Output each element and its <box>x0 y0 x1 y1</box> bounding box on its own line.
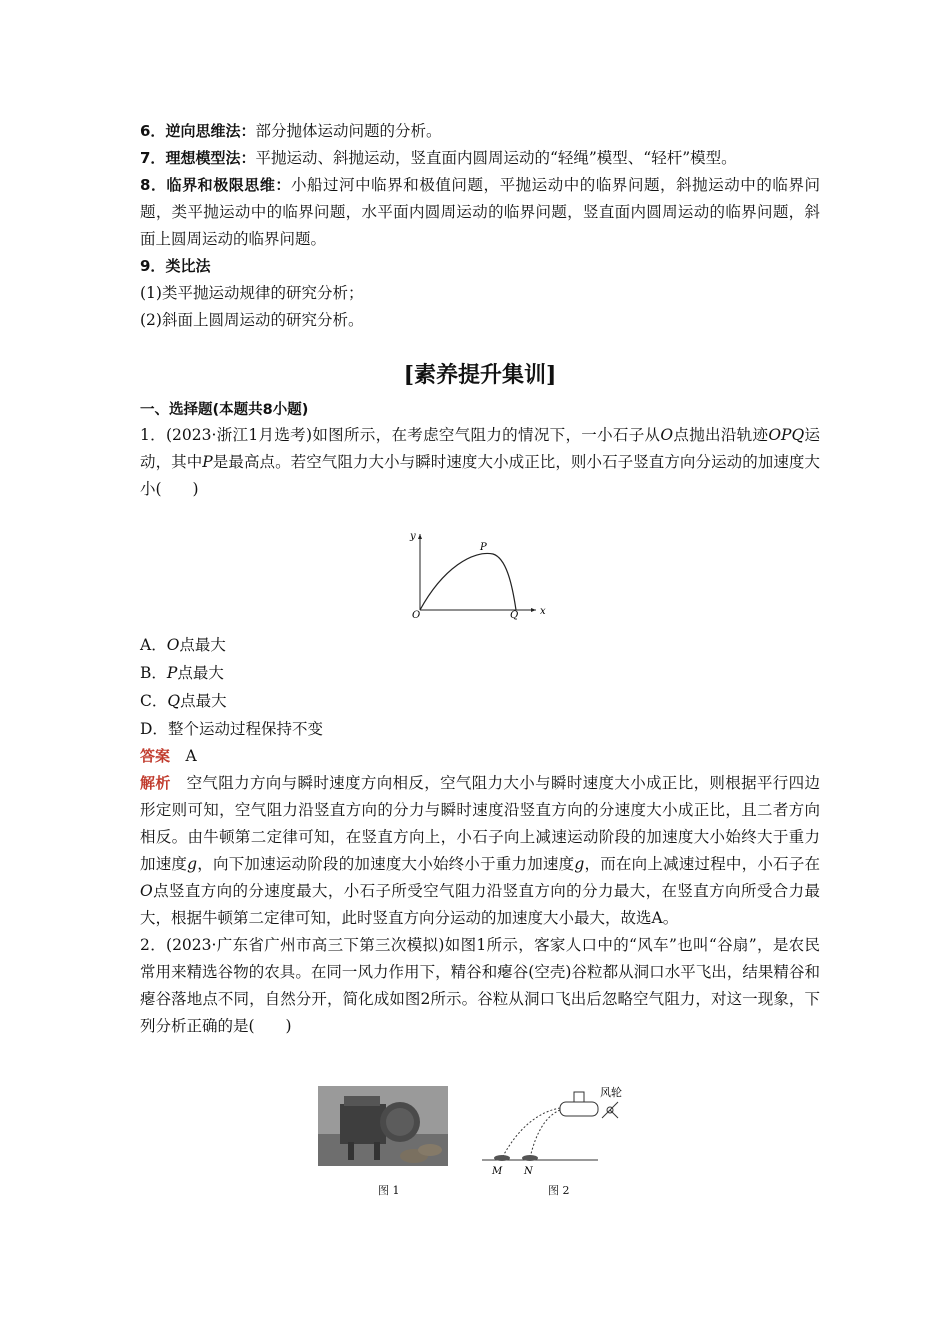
analysis-text-a: 空气阻力方向与瞬时速度方向相反，空气阻力大小与瞬时速度大小成正比，则根据平行四边形定则可知，空气阻力沿竖直方向的分力与瞬时速度沿竖直方向的分速度大小成正比，且二者方向相反。由牛顿第二定律可知，在竖直方向上，小石子向上减速运动阶段的加速度大小始终大于重力加速度 <box>140 774 820 873</box>
option-var: P <box>166 664 178 682</box>
method-6 <box>140 118 820 145</box>
option-text: 点最大 <box>179 636 226 654</box>
method-title: 类比法 <box>165 257 211 275</box>
pipe <box>560 1102 598 1116</box>
method-text: 小船过河中临界和极值问题，平抛运动中的临界问题，斜抛运动中的临界问题，类平抛运动中的临界问题，水平面内圆周运动的临界问题，竖直面内圆周运动的临界问题，斜面上圆周运动的临界问题。 <box>140 176 820 248</box>
var-g: g <box>187 855 198 873</box>
pile-m <box>494 1155 510 1161</box>
method-text: 平抛运动、斜抛运动，竖直面内圆周运动的“轻绳”模型、“轻杆”模型。 <box>255 149 737 167</box>
option-var: Q <box>167 692 181 710</box>
method-text: 部分抛体运动问题的分析。 <box>255 122 442 140</box>
analysis-label: 解析 <box>140 774 171 792</box>
analysis-text-c: ，而在向上减速过程中，小石子在 <box>584 855 820 873</box>
fig1-caption: 图 1 <box>378 1184 400 1197</box>
trajectory-figure <box>408 528 548 620</box>
option-label: D． <box>140 720 168 738</box>
part-title: 一、选择题(本题共8小题) <box>140 402 309 418</box>
method-8 <box>140 172 820 253</box>
method-title: 临界和极限思维： <box>166 176 291 194</box>
trajectory-curve <box>420 553 516 610</box>
hopper <box>574 1092 584 1102</box>
q1-var-o: O <box>660 426 674 444</box>
method-9 <box>140 253 820 280</box>
y-axis-arrow <box>418 534 422 539</box>
answer-value: A <box>185 747 197 765</box>
q1-option-d[interactable] <box>140 715 820 743</box>
winnowing-diagram <box>478 1082 648 1182</box>
option-text: 点最大 <box>180 692 227 710</box>
q1-var-p: P <box>202 453 213 471</box>
analysis-text-b: ，向下加速运动阶段的加速度大小始终小于重力加速度 <box>197 855 575 873</box>
var-g: g <box>574 855 585 873</box>
q2-stem: 2．(2023·广东省广州市高三下第三次模拟)如图1所示，客家人口中的“风车”也叫“谷扇”，是农民常用来精选谷物的农具。在同一风力作用下，精谷和瘪谷(空壳)谷粒都从洞口水平飞出，结果精谷和瘪谷落地点不同，自然分开，简化成如图2所示。谷粒从洞口飞出后忽略空气阻力，对这一现象，下列分析正确的是( ) <box>140 936 820 1035</box>
label-m: M <box>492 1166 503 1177</box>
q1-answer <box>140 743 820 770</box>
method-num: 9． <box>140 257 166 275</box>
pile-n <box>522 1155 538 1161</box>
q2-figures <box>318 1082 648 1200</box>
wind-wheel-label: 风轮 <box>600 1086 622 1099</box>
winnower-photo-sketch <box>318 1086 448 1166</box>
q1-stem-a: 1．(2023·浙江1月选考)如图所示，在考虑空气阻力的情况下，一小石子从 <box>140 426 661 444</box>
point-o-label: O <box>412 610 421 620</box>
trajectory-near <box>530 1110 560 1158</box>
section-title: [素养提升集训] <box>403 362 557 388</box>
option-label: A． <box>140 636 167 654</box>
q1-var-opq: OPQ <box>768 426 805 444</box>
x-axis-arrow <box>531 608 536 612</box>
method-num: 6． <box>140 122 166 140</box>
winnower-photo <box>318 1086 448 1166</box>
q1-option-a[interactable] <box>140 631 820 659</box>
q1-stem-c: 运动，其中 <box>140 426 820 471</box>
trajectory-far <box>502 1108 560 1158</box>
q1-stem-b: 点抛出沿轨迹 <box>673 426 769 444</box>
q1-stem-d: 是最高点。若空气阻力大小与瞬时速度大小成正比，则小石子竖直方向分运动的加速度大小( ) <box>140 453 820 498</box>
q1-option-c[interactable] <box>140 687 820 715</box>
option-text: 点最大 <box>177 664 224 682</box>
method-title: 理想模型法： <box>165 149 256 167</box>
wind-wheel-icon <box>602 1102 618 1118</box>
point-q-label: Q <box>510 610 519 620</box>
method-num: 8． <box>140 176 167 194</box>
fig2-caption: 图 2 <box>548 1184 570 1197</box>
option-label: B． <box>140 664 167 682</box>
method-7 <box>140 145 820 172</box>
option-text: 整个运动过程保持不变 <box>167 720 323 738</box>
y-label: y <box>410 531 416 542</box>
method-title: 逆向思维法： <box>165 122 256 140</box>
q1-option-b[interactable] <box>140 659 820 687</box>
analogy-item-1: (1)类平抛运动规律的研究分析； <box>140 284 364 302</box>
q1-analysis <box>140 770 820 932</box>
q1-stem <box>140 422 820 503</box>
answer-label: 答案 <box>140 747 171 765</box>
option-label: C． <box>140 692 168 710</box>
label-n: N <box>524 1166 533 1177</box>
analogy-item-2: (2)斜面上圆周运动的研究分析。 <box>140 311 364 329</box>
var-o: O <box>140 882 153 900</box>
point-p-label: P <box>480 542 487 553</box>
option-var: O <box>166 636 180 654</box>
x-label: x <box>540 606 546 617</box>
method-num: 7． <box>140 149 166 167</box>
analysis-text-d: 点竖直方向的分速度最大，小石子所受空气阻力沿竖直方向的分力最大，在竖直方向所受合力最大，根据牛顿第二定律可知，此时竖直方向分运动的加速度大小最大，故选A。 <box>140 882 820 927</box>
